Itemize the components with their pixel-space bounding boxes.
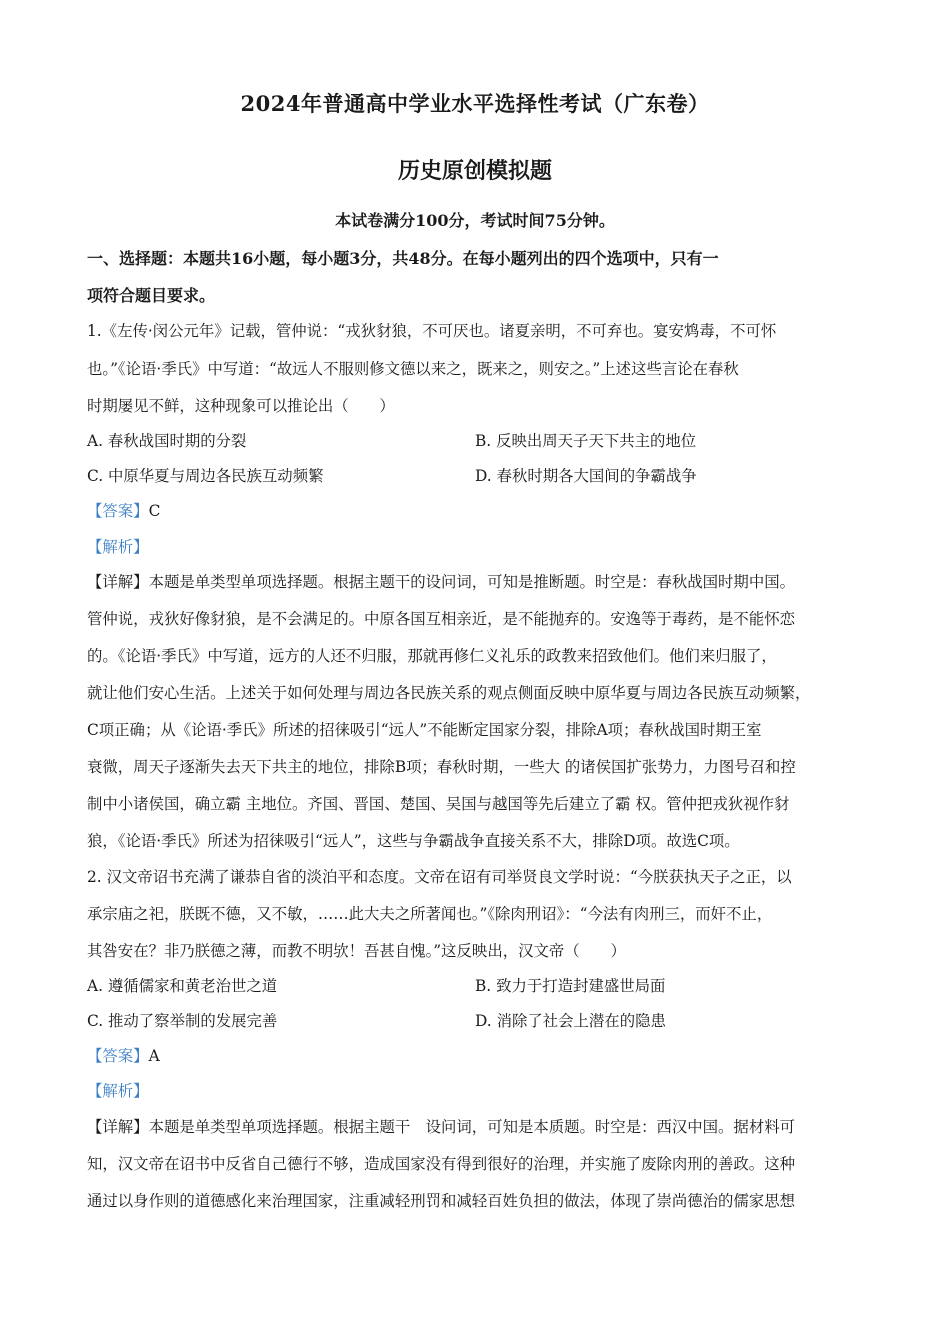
q2-stem-line1: 2. 汉文帝诏书充满了谦恭自省的淡泊平和态度。文帝在诏有司举贤良文学时说：“今朕获执天子之正，以: [87, 868, 792, 886]
q2-stem-line3: 其咎安在？非乃朕德之薄，而教不明欤！吾甚自愧。”这反映出，汉文帝（ ）: [87, 942, 626, 960]
q1-detail-line1: [87, 571, 877, 593]
q2-option-d: D. 消除了社会上潜在的隐患: [475, 1012, 666, 1030]
q1-detail-line8: 狼，《论语·季氏》所述为招徕吸引“远人”，这些与争霸战争直接关系不大，排除D项。故选C项。: [87, 832, 740, 850]
q2-stem-line2: 承宗庙之祀，朕既不德，又不敏，……此大夫之所著闻也。”《除肉刑诏》：“今法有肉刑三，而奸不止，: [87, 905, 773, 923]
q2-option-c: C. 推动了察举制的发展完善: [87, 1012, 278, 1030]
q1-option-c: C. 中原华夏与周边各民族互动频繁: [87, 467, 324, 485]
q1-detail-text: 本题是单类型单项选择题。根据主题干的设问词，可知是推断题。时空是：春秋战国时期中国。: [148, 573, 795, 591]
q1-option-d: D. 春秋时期各大国间的争霸战争: [475, 467, 697, 485]
q1-answer: [87, 500, 877, 522]
q1-answer-tag: 【答案】: [87, 502, 149, 520]
q1-option-a: A. 春秋战国时期的分裂: [87, 432, 247, 450]
q1-option-b: B. 反映出周天子天下共主的地位: [475, 432, 697, 450]
q1-detail-line4: 就让他们安心生活。上述关于如何处理与周边各民族关系的观点侧面反映中原华夏与周边各民族互动频繁，: [87, 684, 811, 702]
q2-answer: [87, 1045, 877, 1067]
q2-option-b: B. 致力于打造封建盛世局面: [475, 977, 666, 995]
q1-detail-line2: 管仲说，戎狄好像豺狼，是不会满足的。中原各国互相亲近，是不能抛弃的。安逸等于毒药，是不能怀恋: [87, 610, 795, 628]
q2-answer-tag: 【答案】: [87, 1047, 149, 1065]
exam-subtitle: 历史原创模拟题: [397, 158, 552, 184]
q2-detail-text: 本题是单类型单项选择题。根据主题干 设问词，可知是本质题。时空是：西汉中国。据材料可: [148, 1118, 795, 1136]
q1-detail-line6: 衰微，周天子逐渐失去天下共主的地位，排除B项；春秋时期，一些大 的诸侯国扩张势力，力图号召和控: [87, 758, 796, 776]
q2-detail-tag: 【详解】: [87, 1118, 149, 1136]
q2-analysis: [87, 1080, 877, 1102]
section-heading-line2: 项符合题目要求。: [87, 286, 216, 305]
q1-detail-tag: 【详解】: [87, 573, 149, 591]
q1-analysis-tag: 【解析】: [87, 538, 149, 556]
q2-detail-line2: 知，汉文帝在诏书中反省自己德行不够，造成国家没有得到很好的治理，并实施了废除肉刑的善政。这种: [87, 1155, 795, 1173]
q2-analysis-tag: 【解析】: [87, 1082, 149, 1100]
q2-answer-value: A: [148, 1047, 160, 1065]
q1-detail-line5: C项正确；从《论语·季氏》所述的招徕吸引“远人”不能断定国家分裂，排除A项；春秋战国时期王室: [87, 721, 762, 739]
section-heading-line1: 一、选择题：本题共16小题，每小题3分，共48分。在每小题列出的四个选项中，只有一: [87, 249, 719, 268]
q1-analysis: [87, 536, 877, 558]
q2-detail-line3: 通过以身作则的道德感化来治理国家，注重减轻刑罚和减轻百姓负担的做法，体现了崇尚德治的儒家思想: [87, 1192, 795, 1210]
q1-stem-line2: 也。”《论语·季氏》中写道：“故远人不服则修文德以来之，既来之，则安之。”上述这些言论在春秋: [87, 360, 739, 378]
q2-detail-line1: [87, 1116, 877, 1138]
exam-title: 2024年普通高中学业水平选择性考试（广东卷）: [240, 91, 710, 116]
q1-stem-line1: 1.《左传·闵公元年》记载，管仲说：“戎狄豺狼，不可厌也。诸夏亲明，不可弃也。宴安鸩毒，不可怀: [87, 322, 777, 340]
q1-stem-line3: 时期屡见不鲜，这种现象可以推论出（ ）: [87, 397, 395, 415]
q2-option-a: A. 遵循儒家和黄老治世之道: [87, 977, 278, 995]
exam-note: 本试卷满分100分，考试时间75分钟。: [335, 211, 615, 230]
q1-detail-line7: 制中小诸侯国，确立霸 主地位。齐国、晋国、楚国、吴国与越国等先后建立了霸 权。管仲把戎狄视作豺: [87, 795, 790, 813]
q1-detail-line3: 的。《论语·季氏》中写道，远方的人还不归服，那就再修仁义礼乐的政教来招致他们。他们来归服了，: [87, 647, 777, 665]
q1-answer-value: C: [148, 502, 161, 520]
